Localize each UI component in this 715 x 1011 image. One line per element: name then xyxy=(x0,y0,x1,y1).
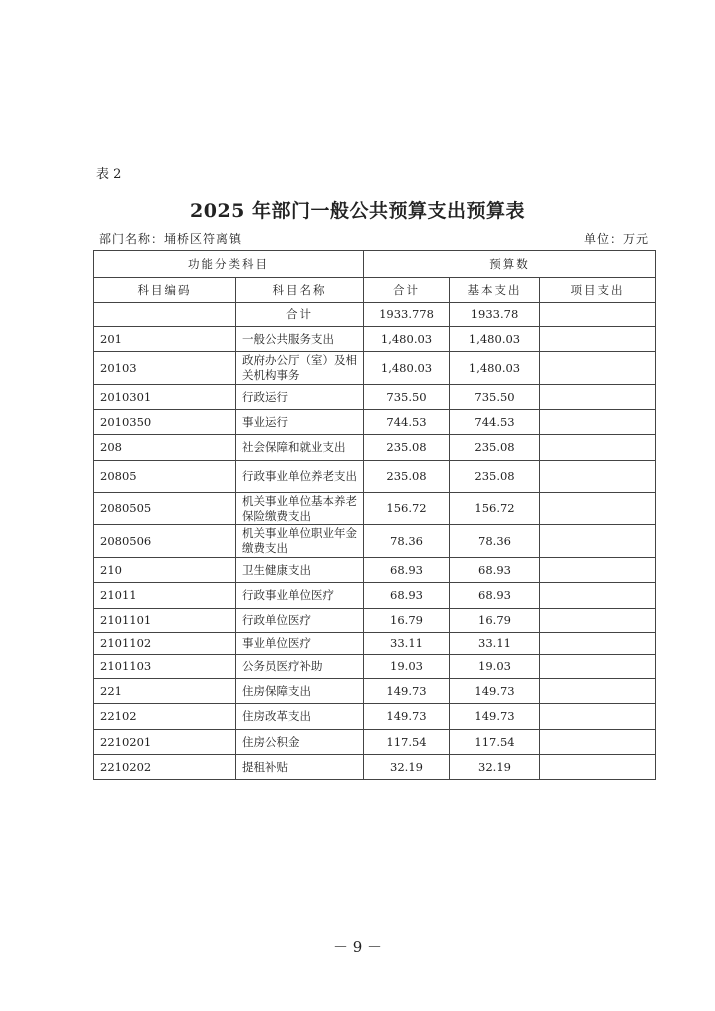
cell-name: 事业单位医疗 xyxy=(236,633,364,655)
cell-basic: 68.93 xyxy=(450,558,540,583)
cell-code: 2010350 xyxy=(94,410,236,435)
cell-code: 2210201 xyxy=(94,730,236,755)
cell-project xyxy=(540,633,656,655)
cell-project xyxy=(540,679,656,704)
cell-basic: 735.50 xyxy=(450,385,540,410)
cell-name: 一般公共服务支出 xyxy=(236,327,364,352)
cell-total: 1933.778 xyxy=(364,303,450,327)
cell-name: 住房保障支出 xyxy=(236,679,364,704)
cell-project xyxy=(540,461,656,493)
cell-code: 20103 xyxy=(94,352,236,385)
cell-code: 22102 xyxy=(94,704,236,730)
cell-basic: 744.53 xyxy=(450,410,540,435)
table-row xyxy=(94,525,656,558)
cell-name: 机关事业单位基本养老保险缴费支出 xyxy=(236,493,364,525)
cell-project xyxy=(540,655,656,679)
cell-code: 2210202 xyxy=(94,755,236,780)
table-row xyxy=(94,633,656,655)
cell-code: 2101103 xyxy=(94,655,236,679)
cell-total: 149.73 xyxy=(364,679,450,704)
cell-name: 住房公积金 xyxy=(236,730,364,755)
cell-code: 208 xyxy=(94,435,236,461)
header-row-2 xyxy=(94,278,656,303)
page-number: － 9 － xyxy=(332,938,383,956)
cell-project xyxy=(540,410,656,435)
cell-name: 行政单位医疗 xyxy=(236,609,364,633)
header-project: 项目支出 xyxy=(540,278,656,303)
cell-project xyxy=(540,730,656,755)
cell-code: 2080506 xyxy=(94,525,236,558)
cell-code: 2080505 xyxy=(94,493,236,525)
cell-basic: 33.11 xyxy=(450,633,540,655)
cell-code: 201 xyxy=(94,327,236,352)
cell-basic: 235.08 xyxy=(450,435,540,461)
cell-total: 235.08 xyxy=(364,461,450,493)
cell-basic: 1,480.03 xyxy=(450,327,540,352)
cell-project xyxy=(540,303,656,327)
cell-code: 210 xyxy=(94,558,236,583)
cell-code: 2010301 xyxy=(94,385,236,410)
table-row xyxy=(94,730,656,755)
cell-basic: 149.73 xyxy=(450,704,540,730)
cell-total: 117.54 xyxy=(364,730,450,755)
cell-basic: 117.54 xyxy=(450,730,540,755)
cell-code: 2101101 xyxy=(94,609,236,633)
cell-name: 行政运行 xyxy=(236,385,364,410)
header-budget: 预算数 xyxy=(364,251,656,278)
cell-code: 221 xyxy=(94,679,236,704)
cell-code xyxy=(94,303,236,327)
cell-project xyxy=(540,583,656,609)
table-row xyxy=(94,435,656,461)
header-function-category: 功能分类科目 xyxy=(94,251,364,278)
table-row xyxy=(94,352,656,385)
cell-total: 735.50 xyxy=(364,385,450,410)
cell-name: 事业运行 xyxy=(236,410,364,435)
cell-total: 744.53 xyxy=(364,410,450,435)
cell-total: 1,480.03 xyxy=(364,352,450,385)
table-row xyxy=(94,461,656,493)
cell-name: 行政事业单位医疗 xyxy=(236,583,364,609)
table-label: 表 2 xyxy=(96,167,122,182)
header-basic: 基本支出 xyxy=(450,278,540,303)
cell-project xyxy=(540,327,656,352)
cell-basic: 16.79 xyxy=(450,609,540,633)
cell-basic: 156.72 xyxy=(450,493,540,525)
cell-basic: 68.93 xyxy=(450,583,540,609)
cell-basic: 1,480.03 xyxy=(450,352,540,385)
table-row xyxy=(94,704,656,730)
header-name: 科目名称 xyxy=(236,278,364,303)
cell-name: 机关事业单位职业年金缴费支出 xyxy=(236,525,364,558)
cell-total: 16.79 xyxy=(364,609,450,633)
table-row xyxy=(94,327,656,352)
table-row xyxy=(94,385,656,410)
cell-total: 149.73 xyxy=(364,704,450,730)
table-row xyxy=(94,558,656,583)
header-total: 合计 xyxy=(364,278,450,303)
cell-basic: 1933.78 xyxy=(450,303,540,327)
department-name: 部门名称：埇桥区符离镇 xyxy=(99,232,243,246)
table-row xyxy=(94,303,656,327)
cell-project xyxy=(540,385,656,410)
cell-basic: 235.08 xyxy=(450,461,540,493)
cell-name: 公务员医疗补助 xyxy=(236,655,364,679)
cell-total: 1,480.03 xyxy=(364,327,450,352)
cell-basic: 32.19 xyxy=(450,755,540,780)
cell-code: 2101102 xyxy=(94,633,236,655)
cell-project xyxy=(540,525,656,558)
cell-total: 78.36 xyxy=(364,525,450,558)
cell-total: 32.19 xyxy=(364,755,450,780)
budget-table xyxy=(93,250,656,780)
cell-name: 行政事业单位养老支出 xyxy=(236,461,364,493)
cell-name: 政府办公厅（室）及相关机构事务 xyxy=(236,352,364,385)
cell-total: 19.03 xyxy=(364,655,450,679)
cell-total: 33.11 xyxy=(364,633,450,655)
cell-name: 合计 xyxy=(236,303,364,327)
table-row xyxy=(94,755,656,780)
cell-total: 68.93 xyxy=(364,583,450,609)
cell-project xyxy=(540,352,656,385)
table-row xyxy=(94,679,656,704)
cell-project xyxy=(540,435,656,461)
table-row xyxy=(94,609,656,633)
cell-name: 提租补贴 xyxy=(236,755,364,780)
unit-label: 单位：万元 xyxy=(583,232,649,246)
cell-total: 156.72 xyxy=(364,493,450,525)
cell-project xyxy=(540,755,656,780)
cell-basic: 19.03 xyxy=(450,655,540,679)
table-row xyxy=(94,655,656,679)
cell-total: 68.93 xyxy=(364,558,450,583)
cell-name: 卫生健康支出 xyxy=(236,558,364,583)
cell-project xyxy=(540,704,656,730)
table-row xyxy=(94,410,656,435)
cell-name: 住房改革支出 xyxy=(236,704,364,730)
cell-code: 21011 xyxy=(94,583,236,609)
table-row xyxy=(94,583,656,609)
header-row-1 xyxy=(94,251,656,278)
cell-name: 社会保障和就业支出 xyxy=(236,435,364,461)
header-code: 科目编码 xyxy=(94,278,236,303)
cell-project xyxy=(540,493,656,525)
cell-basic: 78.36 xyxy=(450,525,540,558)
cell-basic: 149.73 xyxy=(450,679,540,704)
page-title: 2025 年部门一般公共预算支出预算表 xyxy=(190,200,525,222)
cell-code: 20805 xyxy=(94,461,236,493)
cell-total: 235.08 xyxy=(364,435,450,461)
cell-project xyxy=(540,558,656,583)
table-row xyxy=(94,493,656,525)
cell-project xyxy=(540,609,656,633)
